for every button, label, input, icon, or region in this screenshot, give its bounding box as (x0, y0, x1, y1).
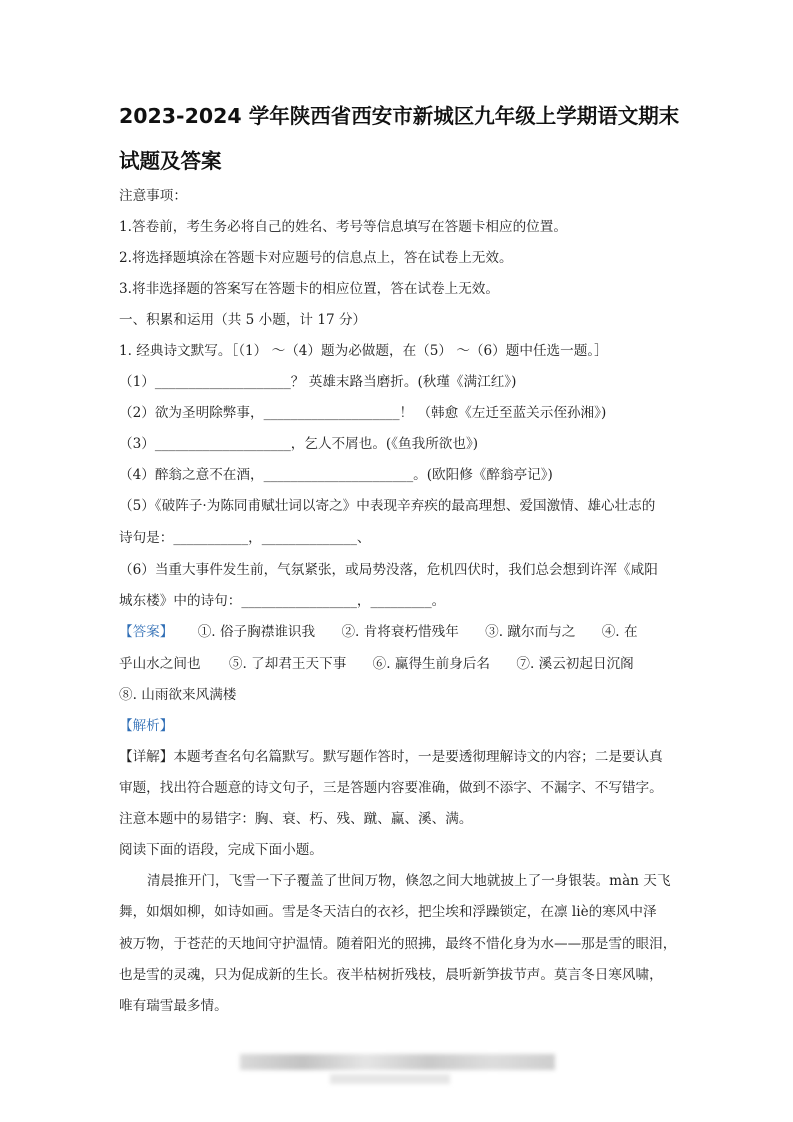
notice-heading: 注意事项： (119, 188, 187, 204)
answer-item: ①. 俗子胸襟谁识我 (197, 624, 316, 640)
question-1-item-2: （2）欲为圣明除弊事，____________________！ （韩愈《左迁至蓝关示侄孙湘》) (119, 405, 607, 421)
reading-paragraph-line-1: 清晨推开门，飞雪一下子覆盖了世间万物，倏忽之间大地就披上了一身银装。màn 天飞 (147, 873, 671, 889)
answer-tag: 【答案】 (119, 624, 174, 640)
question-1-item-1: （1）____________________？ 英雄末路当磨折。(秋瑾《满江红》) (119, 374, 517, 390)
reading-paragraph-line-5: 唯有瑞雪最多情。 (119, 998, 228, 1014)
reading-paragraph-line-3: 被万物，于苍茫的天地间守护温情。随着阳光的照拂，最终不惜化身为水——那是雪的眼泪， (119, 936, 677, 952)
question-1-item-4: （4）醉翁之意不在酒，______________________。(欧阳修《醉翁亭记》) (119, 467, 553, 483)
analysis-detail-3: 注意本题中的易错字：胸、衰、朽、残、蹴、赢、溪、满。 (119, 811, 473, 827)
answer-item: ⑦. 溪云初起日沉阁 (516, 656, 634, 672)
answer-item: ②. 肯将衰朽惜残年 (341, 624, 459, 640)
reading-intro: 阅读下面的语段，完成下面小题。 (119, 842, 323, 858)
notice-item-2: 2.将选择题填涂在答题卡对应题号的信息点上，答在试卷上无效。 (119, 250, 513, 266)
question-1-item-6: （6）当重大事件发生前，气氛紧张，或局势没落，危机四伏时，我们总会想到许浑《咸阳 (119, 562, 658, 578)
document-title-line1: 2023-2024 学年陕西省西安市新城区九年级上学期语文期末 (119, 104, 680, 128)
question-1-item-6-cont: 城东楼》中的诗句：_________________，_________。 (119, 593, 446, 609)
question-1-stem: 1. 经典诗文默写。［（1） ～（4）题为必做题，在（5） ～（6）题中任选一题。］ (119, 343, 608, 359)
question-1-item-5: （5）《破阵子·为陈同甫赋壮词以寄之》中表现辛弃疾的最高理想、爱国激情、雄心壮志的 (119, 498, 656, 514)
answer-item: ③. 蹴尔而与之 (485, 624, 576, 640)
document-title-line2: 试题及答案 (119, 149, 222, 173)
blurred-footer-sub (330, 1074, 450, 1084)
reading-paragraph-line-2: 舞，如烟如柳，如诗如画。雪是冬天洁白的衣衫，把尘埃和浮躁锁定，在凛 liè的寒风中泽 (119, 904, 657, 920)
notice-item-1: 1.答卷前，考生务必将自己的姓名、考号等信息填写在答题卡相应的位置。 (119, 219, 567, 235)
notice-item-3: 3.将非选择题的答案写在答题卡的相应位置，答在试卷上无效。 (119, 281, 499, 297)
analysis-detail-1: 【详解】本题考查名句名篇默写。默写题作答时，一是要透彻理解诗文的内容；二是要认真 (119, 749, 663, 765)
answer-line-1 (119, 623, 638, 641)
answer-line-2 (119, 655, 634, 673)
answer-item: 乎山水之间也 (119, 656, 201, 672)
blurred-footer (240, 1054, 555, 1070)
analysis-tag: 【解析】 (119, 718, 174, 734)
question-1-item-3: （3）____________________，乞人不屑也。(《鱼我所欲也》) (119, 436, 479, 452)
answer-item: ⑥. 赢得生前身后名 (372, 656, 491, 672)
answer-item: ④. 在 (601, 624, 638, 640)
answer-line-3: ⑧. 山雨欲来风满楼 (119, 687, 237, 703)
question-1-item-5-cont: 诗句是：___________，______________、 (119, 530, 371, 546)
reading-paragraph-line-4: 也是雪的灵魂，只为促成新的生长。夜半枯树折残枝，晨听新笋拔节声。莫言冬日寒风啸， (119, 967, 663, 983)
answer-item: ⑤. 了却君王天下事 (228, 656, 347, 672)
section-heading: 一、积累和运用（共 5 小题，计 17 分） (119, 312, 367, 328)
analysis-detail-2: 审题，找出符合题意的诗文句子，三是答题内容要准确，做到不添字、不漏字、不写错字。 (119, 780, 663, 796)
